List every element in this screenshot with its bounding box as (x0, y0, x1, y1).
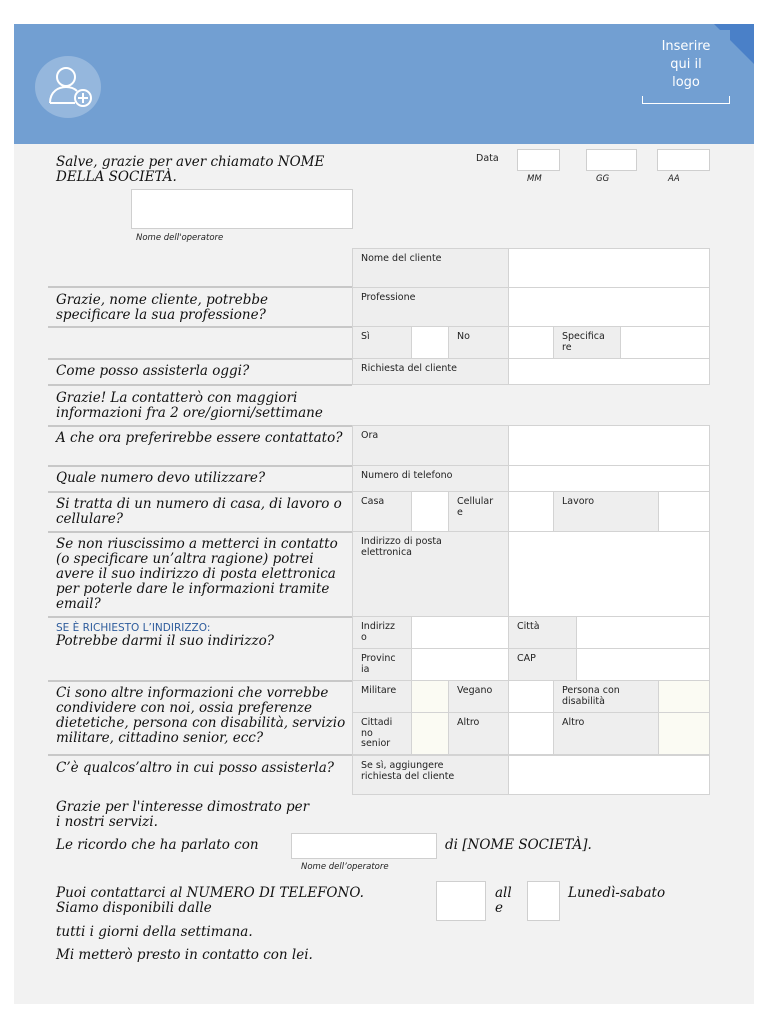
address-cell (352, 616, 412, 649)
date-month-input[interactable] (517, 149, 560, 171)
thanks-text: Grazie per l'interesse dimostrato per i nostri servizi. (56, 799, 310, 830)
no-label: No (457, 331, 470, 342)
disabled-checkbox[interactable] (658, 680, 710, 713)
contact-every-day: tutti i giorni della settimana. (56, 924, 253, 940)
city-label: Città (517, 621, 540, 632)
start-time-input[interactable] (436, 881, 486, 921)
divider (48, 384, 352, 386)
senior-label: Cittadi no senior (361, 717, 393, 749)
divider (48, 680, 352, 682)
date-label: Data (476, 153, 499, 164)
avatar (35, 56, 101, 118)
date-month-caption: MM (527, 174, 542, 184)
logo-frame (642, 96, 730, 104)
question-time: A che ora preferirebbe essere contattato? (56, 430, 343, 446)
other2-label: Altro (562, 717, 585, 728)
vegan-label: Vegano (457, 685, 493, 696)
extra-request-input[interactable] (508, 755, 710, 795)
reminder-caption: Nome dell’operatore (301, 862, 389, 872)
no-cell (448, 326, 509, 359)
mobile-label: Cellular e (457, 496, 494, 518)
divider (48, 425, 352, 427)
vegan-cell (448, 680, 509, 713)
specify-label: Specifica re (562, 331, 605, 353)
profession-label: Professione (361, 292, 416, 303)
disabled-cell (553, 680, 659, 713)
work-cell (553, 491, 659, 532)
client-name-cell (352, 248, 509, 288)
reminder-text-end: di [NOME SOCIETÀ]. (445, 837, 592, 853)
divider (48, 326, 352, 328)
operator-name-input[interactable] (131, 189, 353, 229)
client-name-input[interactable] (508, 248, 710, 288)
question-profession: Grazie, nome cliente, potrebbe specificare la sua professione? (56, 292, 268, 323)
home-label: Casa (361, 496, 385, 507)
phone-input[interactable] (508, 465, 710, 492)
zip-input[interactable] (576, 648, 710, 681)
yes-label: Sì (361, 331, 370, 342)
mobile-checkbox[interactable] (508, 491, 554, 532)
other2-checkbox[interactable] (658, 712, 710, 755)
profession-cell (352, 287, 509, 327)
specify-input[interactable] (620, 326, 710, 359)
operator-caption: Nome dell'operatore (136, 233, 224, 243)
work-label: Lavoro (562, 496, 595, 507)
question-email: Se non riuscissimo a metterci in contatto (o specificare un’altra ragione) potrei avere il suo indirizzo di posta elettronica per poterle dare le informazioni tramite email? (56, 536, 338, 612)
extra-request-cell (352, 755, 509, 795)
time-cell (352, 425, 509, 466)
divider (48, 754, 352, 756)
address-label: Indirizz o (361, 621, 396, 643)
question-other-info: Ci sono altre informazioni che vorrebbe condividere con noi, ossia preferenze dietetiche, persona con disabilità, servizio militare, cittadino senior, ecc? (56, 685, 346, 746)
address-note: SE È RICHIESTO L’INDIRIZZO: (56, 622, 211, 634)
senior-checkbox[interactable] (411, 712, 449, 755)
divider (48, 465, 352, 467)
email-input[interactable] (508, 531, 710, 617)
specify-cell (553, 326, 621, 359)
end-time-input[interactable] (527, 881, 560, 921)
email-cell (352, 531, 509, 617)
add-user-icon (35, 56, 101, 118)
date-day-input[interactable] (586, 149, 637, 171)
province-input[interactable] (411, 648, 509, 681)
city-input[interactable] (576, 616, 710, 649)
zip-cell (508, 648, 577, 681)
reminder-text: Le ricordo che ha parlato con (56, 837, 259, 853)
divider (48, 286, 352, 288)
greeting-text: Salve, grazie per aver chiamato NOME DELLA SOCIETÀ. (56, 154, 325, 185)
other1-checkbox[interactable] (508, 712, 554, 755)
question-number: Quale numero devo utilizzare? (56, 470, 266, 486)
request-cell (352, 358, 509, 385)
email-label: Indirizzo di posta elettronica (361, 536, 442, 558)
other1-label: Altro (457, 717, 480, 728)
extra-request-label: Se sì, aggiungere richiesta del cliente (361, 760, 455, 782)
divider (48, 358, 352, 360)
question-address: Potrebbe darmi il suo indirizzo? (56, 633, 274, 649)
military-label: Militare (361, 685, 397, 696)
mobile-cell (448, 491, 509, 532)
time-label: Ora (361, 430, 379, 441)
operator-name-input-2[interactable] (291, 833, 437, 859)
senior-cell (352, 712, 412, 755)
time-input[interactable] (508, 425, 710, 466)
logo-text: Inserire qui il logo (661, 39, 711, 90)
contact-text: Puoi contattarci al NUMERO DI TELEFONO. Siamo disponibili dalle (56, 885, 364, 916)
divider (48, 531, 352, 533)
callback-text: Grazie! La contatterò con maggiori informazioni fra 2 ore/giorni/settimane (56, 390, 323, 421)
contact-until: all e (495, 885, 512, 916)
request-label: Richiesta del cliente (361, 363, 457, 374)
profession-input[interactable] (508, 287, 710, 327)
city-cell (508, 616, 577, 649)
date-year-caption: AA (668, 174, 680, 184)
yes-checkbox[interactable] (411, 326, 449, 359)
no-checkbox[interactable] (508, 326, 554, 359)
question-number-type: Si tratta di un numero di casa, di lavoro o cellulare? (56, 496, 342, 527)
home-cell (352, 491, 412, 532)
divider (48, 616, 352, 618)
yes-cell (352, 326, 412, 359)
province-label: Provinc ia (361, 653, 396, 675)
closing-text: Mi metterò presto in contatto con lei. (56, 947, 313, 963)
date-year-input[interactable] (657, 149, 710, 171)
disabled-label: Persona con disabilità (562, 685, 620, 707)
phone-label: Numero di telefono (361, 470, 453, 481)
client-name-label: Nome del cliente (361, 253, 442, 264)
work-checkbox[interactable] (658, 491, 710, 532)
military-checkbox[interactable] (411, 680, 449, 713)
contact-days: Lunedì-sabato (568, 885, 666, 901)
address-input[interactable] (411, 616, 509, 649)
question-anything-else: C’è qualcos’altro in cui posso assisterla? (56, 760, 335, 776)
logo-placeholder[interactable] (642, 30, 730, 104)
zip-label: CAP (517, 653, 536, 664)
request-input[interactable] (508, 358, 710, 385)
home-checkbox[interactable] (411, 491, 449, 532)
vegan-checkbox[interactable] (508, 680, 554, 713)
military-cell (352, 680, 412, 713)
other2-cell (553, 712, 659, 755)
question-assist: Come posso assisterla oggi? (56, 363, 250, 379)
province-cell (352, 648, 412, 681)
divider (48, 491, 352, 493)
date-day-caption: GG (596, 174, 610, 184)
phone-cell (352, 465, 509, 492)
other1-cell (448, 712, 509, 755)
